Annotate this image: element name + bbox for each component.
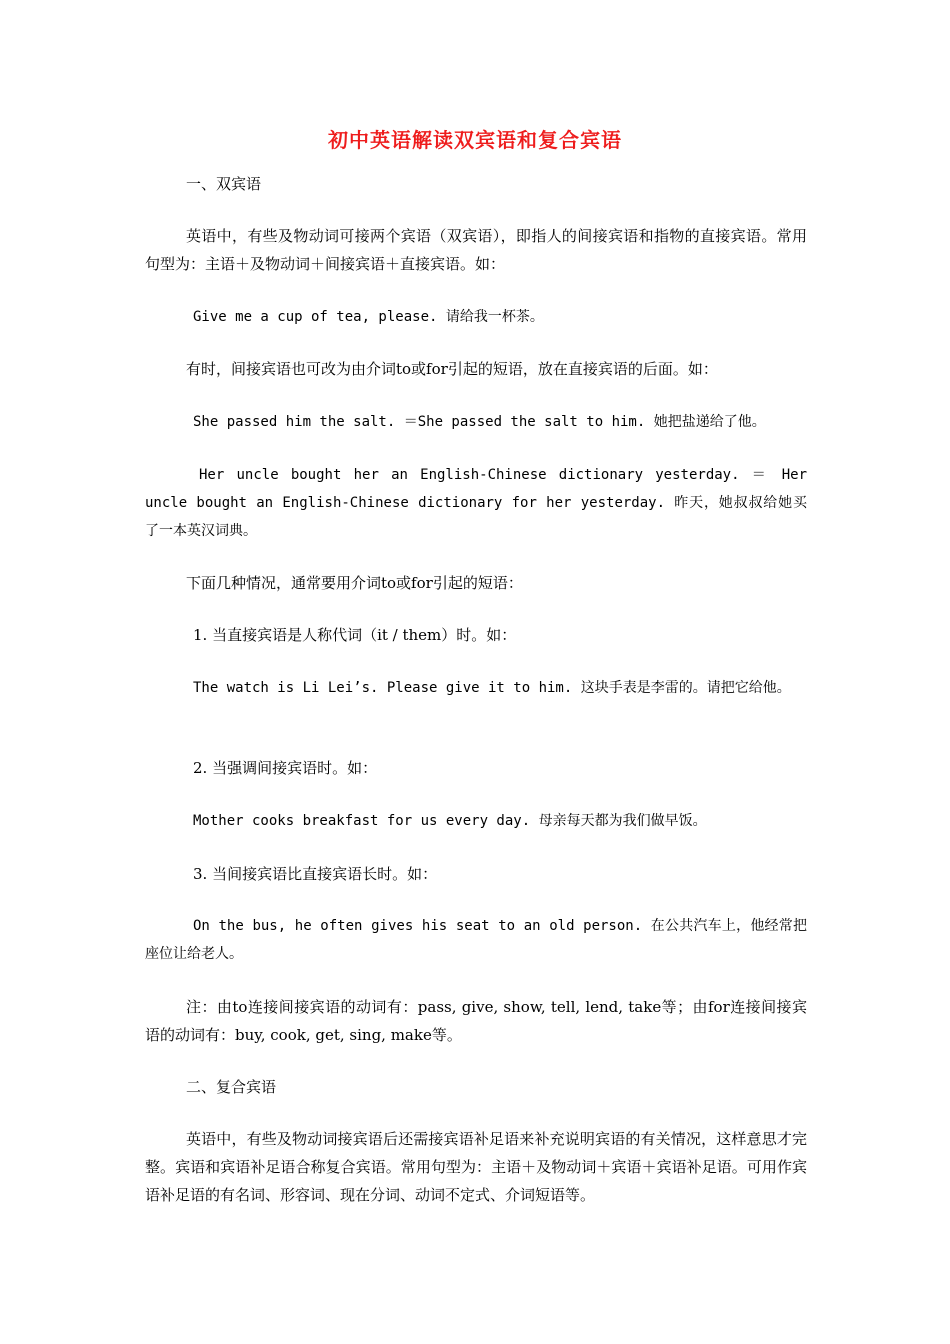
numbered-rule: 3. 当间接宾语比直接宾语长时。如： [193,865,438,883]
paragraph-text: 有时，间接宾语也可改为由介词to或for引起的短语，放在直接宾语的后面。如： [186,360,718,378]
numbered-rule: 2. 当强调间接宾语时。如： [193,759,378,777]
paragraph-intro-double-object: 英语中，有些及物动词可接两个宾语（双宾语），即指人的间接宾语和指物的直接宾语。常用句型为：主语＋及物动词＋间接宾语＋直接宾语。如： [145,227,807,273]
document-title: 初中英语解读双宾语和复合宾语 [328,128,622,152]
example-sentence: The watch is Li Lei’s. Please give it to him. 这块手表是李雷的。请把它给他。 [193,680,791,696]
paragraph-intro-complex-object: 英语中，有些及物动词接宾语后还需接宾语补足语来补充说明宾语的有关情况，这样意思才完整。宾语和宾语补足语合称复合宾语。常用句型为：主语＋及物动词＋宾语＋宾语补足语。可用作宾语补足语的有名词、形容词、现在分词、动词不定式、介词短语等。 [145,1130,807,1204]
paragraph-text: 下面几种情况，通常要用介词to或for引起的短语： [186,574,523,592]
section-heading-double-object: 一、双宾语 [186,175,262,193]
example-sentence: She passed him the salt. ＝She passed the salt to him. 她把盐递给了他。 [193,414,766,430]
numbered-rule: 1. 当直接宾语是人称代词（it / them）时。如： [193,626,517,644]
example-sentence: Her uncle bought her an English-Chinese dictionary yesterday. ＝ Her uncle bought an English-Chinese dictionary for her yesterday. 昨天，她叔叔给她买了一本英汉词典。 [145,467,807,539]
note-paragraph: 注：由to连接间接宾语的动词有：pass, give, show, tell, lend, take等；由for连接间接宾语的动词有：buy, cook, get, sing, make等。 [145,998,807,1044]
example-sentence: Mother cooks breakfast for us every day. 母亲每天都为我们做早饭。 [193,813,707,829]
example-sentence: On the bus, he often gives his seat to an old person. 在公共汽车上，他经常把座位让给老人。 [145,918,807,962]
example-sentence: Give me a cup of tea, please. 请给我一杯茶。 [193,309,544,325]
section-heading-complex-object: 二、复合宾语 [186,1078,277,1096]
